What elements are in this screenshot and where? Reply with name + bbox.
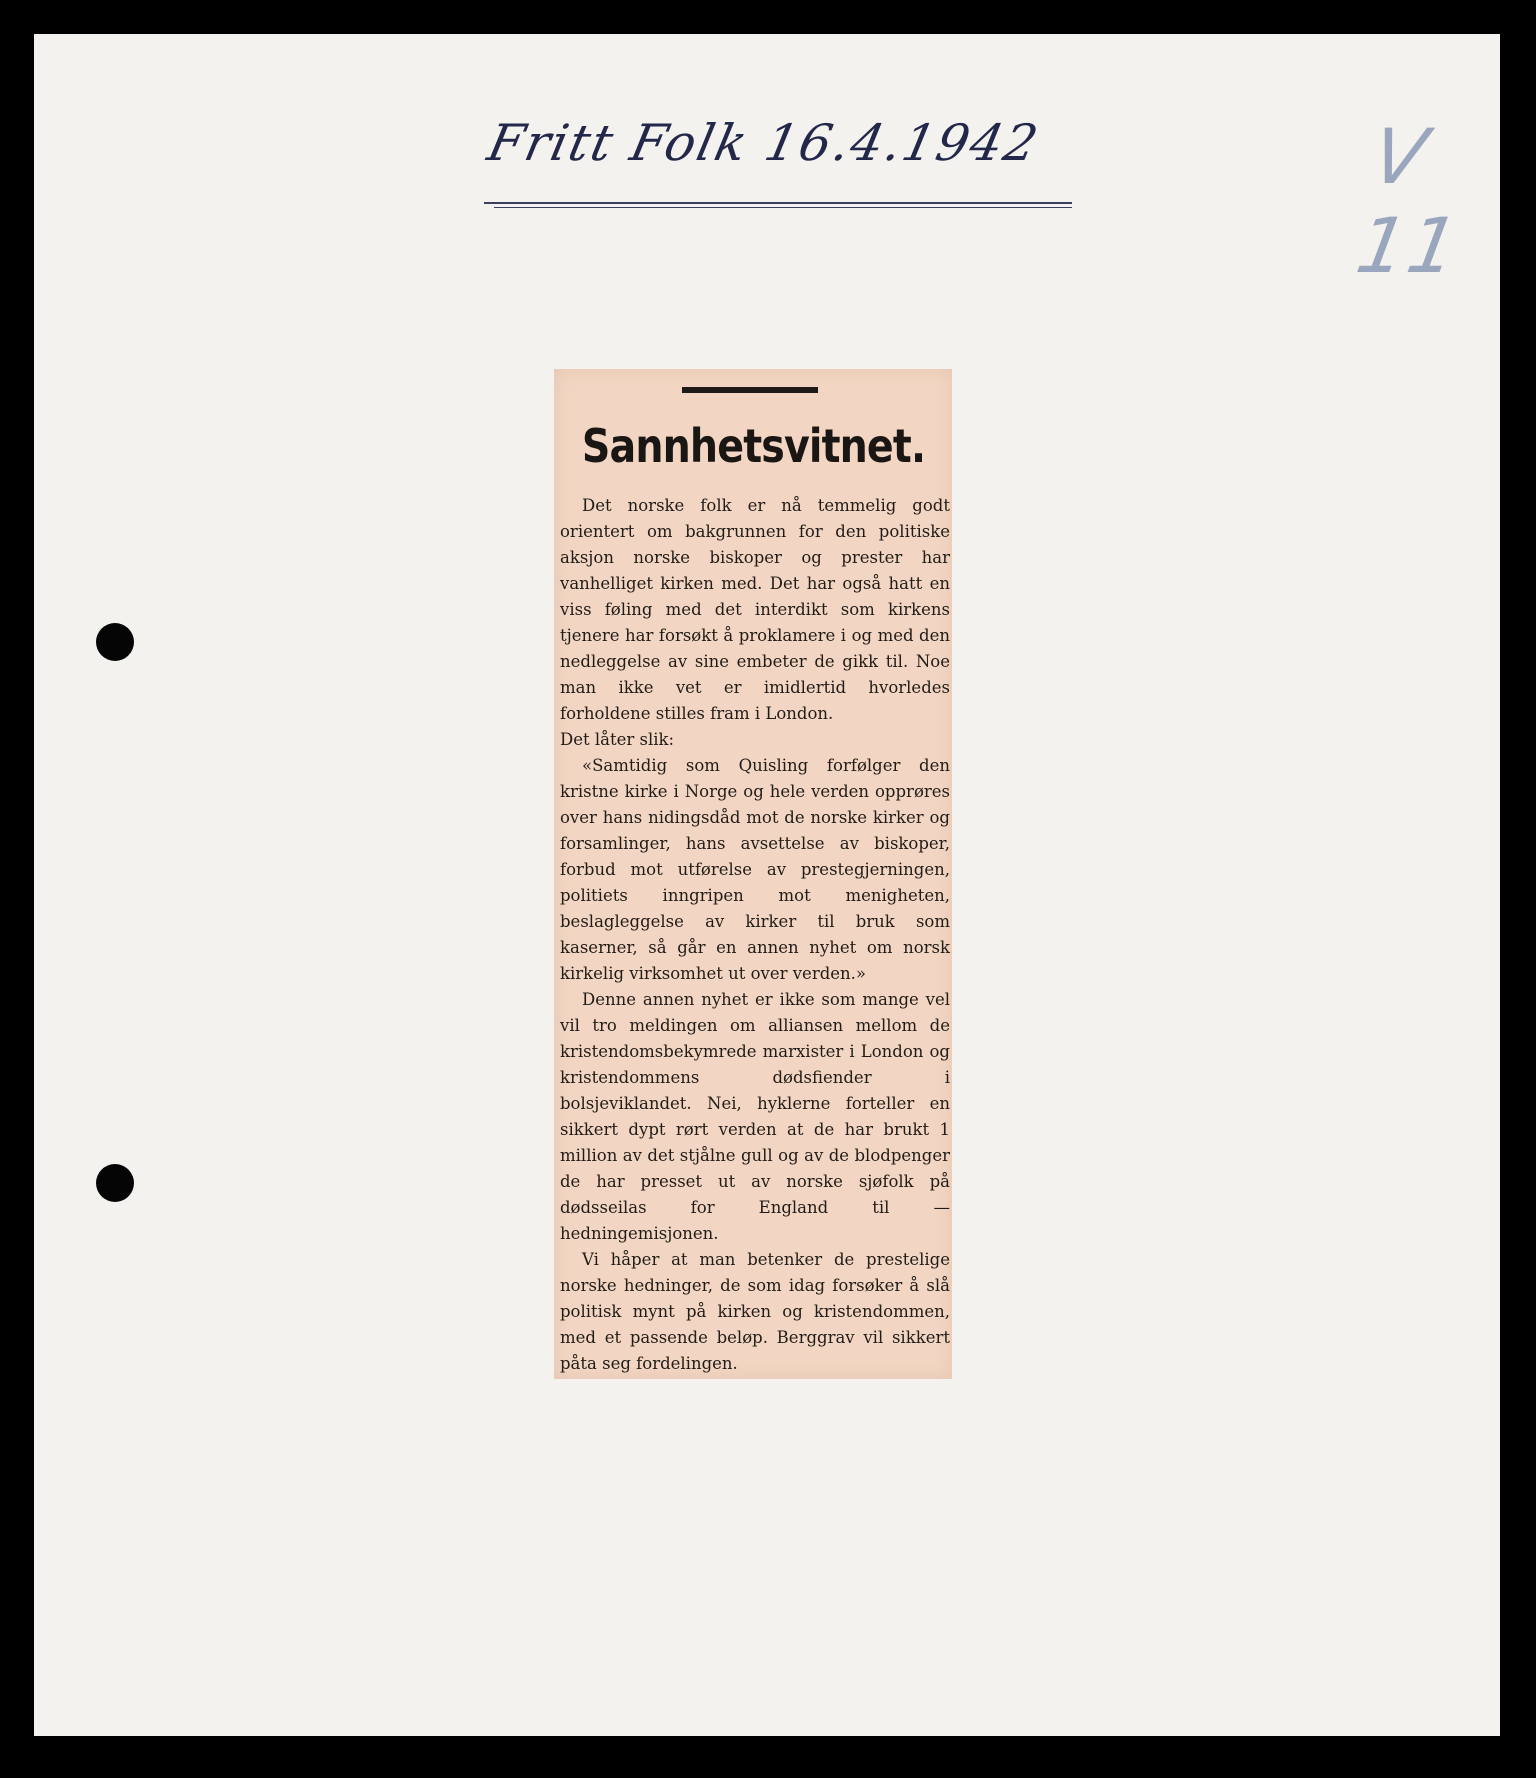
- clipping-paragraph: Denne annen nyhet er ikke som mange vel vil tro meldingen om alliansen mellom de kristendomsbekymrede marxister i London og kristendommens dødsfiender i bolsjeviklandet. Nei, hyklerne forteller en sikkert dypt rørt verden at de har brukt 1 million av det stjålne gull og av de blodpenger de har presset ut av norske sjøfolk på dødsseilas for England til — hedningemisjonen.: [560, 990, 950, 1243]
- clipping-title: Sannhetsvitnet.: [581, 419, 926, 473]
- clipping-paragraph: Det låter slik:: [560, 730, 675, 749]
- punch-hole-lower: [96, 1164, 134, 1202]
- newspaper-clipping: [554, 369, 952, 1379]
- clipping-paragraph: «Samtidig som Quisling forfølger den kristne kirke i Norge og hele verden opprøres over hans nidingsdåd mot de norske kirker og forsamlinger, hans avsettelse av biskoper, forbud mot utførelse av prestegjerningen, politiets inngripen mot menigheten, beslagleggelse av kirker til bruk som kaserner, så går en annen nyhet om norsk kirkelig virksomhet ut over verden.»: [560, 756, 950, 983]
- clipping-rule: [682, 387, 818, 393]
- clipping-paragraph: Det norske folk er nå temmelig godt orientert om bakgrunnen for den politiske aksjon norske biskoper og prester har vanhelliget kirken med. Det har også hatt en viss føling med det interdikt som kirkens tjenere har forsøkt å proklamere i og med den nedleggelse av sine embeter de gikk til. Noe man ikke vet er imidlertid hvorledes forholdene stilles fram i London.: [560, 496, 950, 723]
- clipping-body: [560, 493, 950, 1377]
- handwritten-underline-second: [494, 207, 1072, 208]
- document-page: [34, 34, 1500, 1736]
- handwritten-underline: [484, 202, 1072, 204]
- clipping-paragraph: Vi håper at man betenker de prestelige norske hedninger, de som idag forsøker å slå politisk mynt på kirken og kristendommen, med et passende beløp. Berggrav vil sikkert påta seg fordelingen.: [560, 1250, 950, 1373]
- archive-mark: V 11: [1350, 112, 1467, 290]
- handwritten-source-note: Fritt Folk 16.4.1942: [482, 114, 1045, 172]
- punch-hole-upper: [96, 623, 134, 661]
